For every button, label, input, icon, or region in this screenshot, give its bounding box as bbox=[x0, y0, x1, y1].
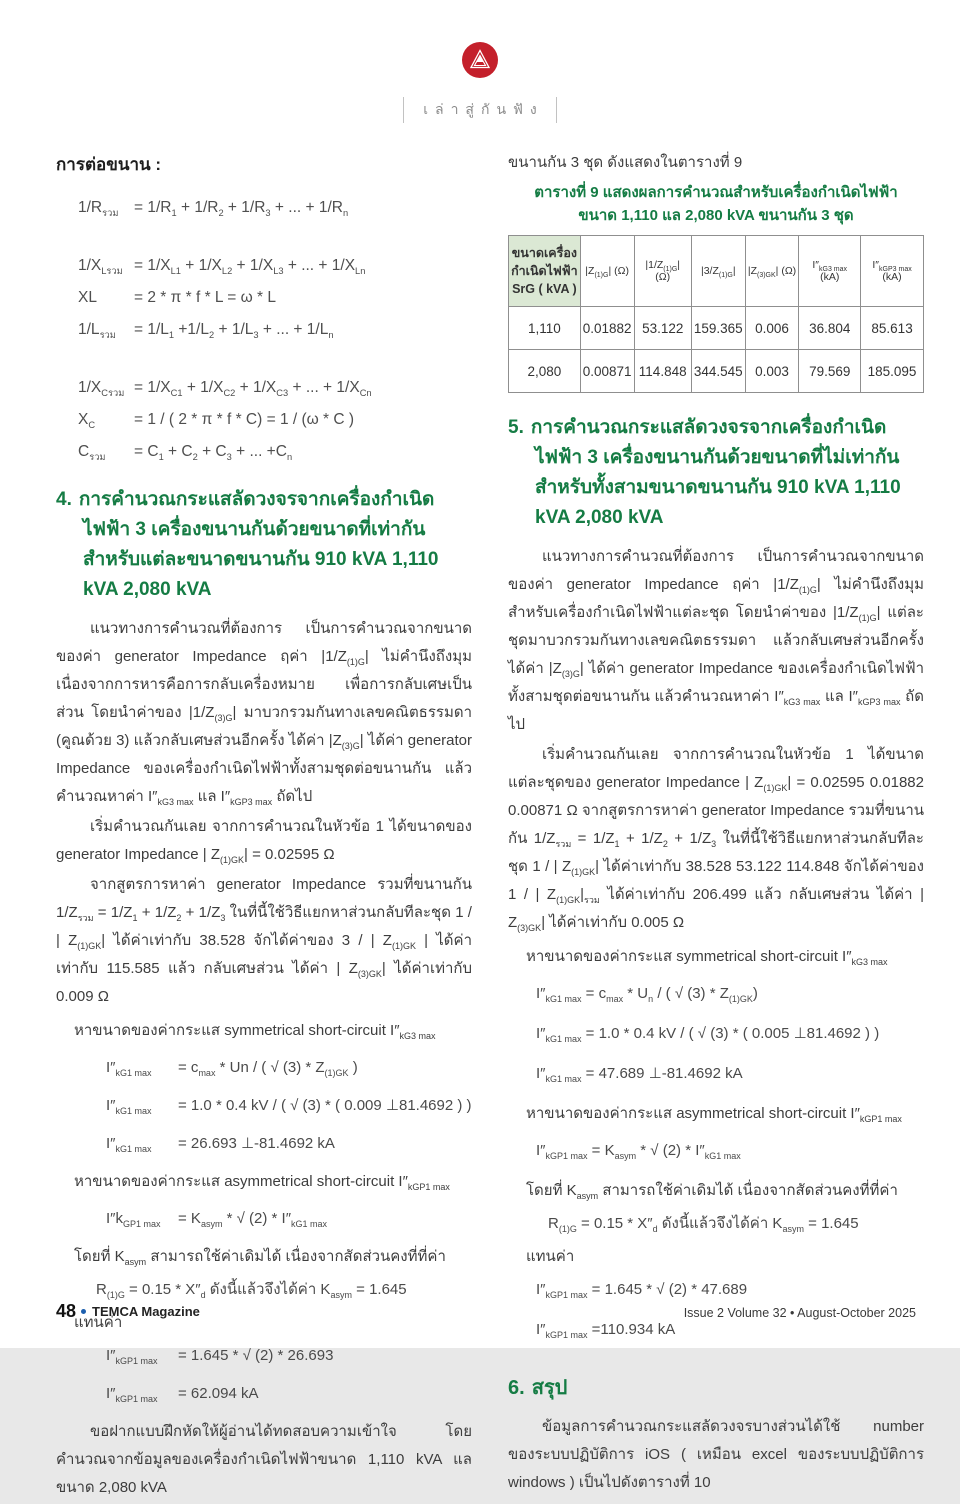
section-4-paragraph-2: เริ่มคำนวณกันเลย จากการคำนวณในหัวข้อ 1 ได้ขนาดของ generator Impedance | $Z_{(1)GK}| = 0.02595$ Ω bbox=[56, 818, 472, 865]
formula-row: $I''k_{GP1 max}$ = $K_{asym}$ * √ $(2) * I''_{kG1 max}$ bbox=[106, 1210, 328, 1229]
formula-row: $I''_{kG1 max}$ = 1.0 * 0.4 kV / ( √ (3) * ( 0.009 ⊥81.4692 ) ) bbox=[106, 1097, 472, 1116]
formula-row: $I''_{kG1 max}$ = $c_{max}$ * Un / ( √ $(3) * Z_{(1)GK}$ ) bbox=[106, 1059, 358, 1078]
footer-left bbox=[56, 1301, 200, 1322]
col-z1g: $|Z_{(1)G}|$ (Ω) bbox=[580, 236, 634, 307]
formula-row: $I''_{kG1 max}$ = 26.693 ⊥-81.4692 kA bbox=[106, 1135, 335, 1154]
continuation-line: ขนานกัน 3 ชุด ดังแสดงในตารางที่ 9 bbox=[508, 154, 743, 171]
page-number: 48 bbox=[56, 1301, 77, 1321]
formula-row: $1/X_{Lรวม}$ = $1/X_{L1} + 1/X_{L2} + 1/X_{L3}$ + ... + $1/X_{Ln}$ bbox=[78, 257, 366, 277]
masthead bbox=[0, 97, 960, 123]
formula-row: $C_{รวม}$ = $C_1 + C_2 + C_3$ + ... $+C_n$ bbox=[78, 443, 293, 463]
col-ikgp3max: $I''_{kGP3 max}$ (kA) bbox=[861, 236, 924, 307]
page-footer bbox=[56, 1301, 916, 1322]
section-5-paragraph-1: แนวทางการคำนวณที่ต้องการ เป็นการคำนวณจากขนาดของค่า generator Impedance ฤค่า $|1/Z_{(1)G}|$ ไม่คำนึงถึงมุม สำหรับเครื่องกำเนิดไฟฟ้าแต่ละชุด โดยนำค่าของ $|1/Z_{(1)G}|$ แต่ละชุดมาบวกรวมกันทางเลขคณิตธรรมดา แล้วกลับเศษส่วนอีกครั้งได้ค่า $|Z_{(3)G}|$ ได้ค่า generator Impedance ของเครื่องกำเนิดไฟฟ้าทั้งสามชุดต่อขนานกัน แล้วคำนวณหาค่า $I''_{kG3 max}$ แล $I''_{kGP3 max}$ ถัดไป bbox=[508, 548, 925, 733]
table-row: 1,110 0.01882 53.122 159.365 0.006 36.804 85.613 bbox=[509, 307, 924, 350]
closing-paragraph: ขอฝากแบบฝึกหัดให้ผู้อ่านได้ทดสอบความเข้าใจ โดยคำนวณจากข้อมูลของเครื่องกำเนิดไฟฟ้าขนาด 1,110 kVA แลขนาด 2,080 kVA bbox=[56, 1423, 472, 1496]
section-4-heading: 4. การคำนวณกระแสลัดวงจรจากเครื่องกำเนิดไฟฟ้า 3 เครื่องขนานกันด้วยขนาดที่เท่ากัน สำหรับแต่ละขนาดขนานกัน 910 kVA 1,110 kVA 2,080 kVA bbox=[56, 489, 439, 600]
col-z3gk: $|Z_{(3)GK}|$ (Ω) bbox=[745, 236, 799, 307]
formula-line: $I''_{kG1 max} = 47.689$ ⊥-81.4692 kA bbox=[536, 1065, 743, 1084]
temca-logo-icon bbox=[462, 42, 498, 78]
formula-row: $I''_{kGP1 max}$ = 62.094 kA bbox=[106, 1385, 259, 1404]
section-5-paragraph-2: เริ่มคำนวณกันเลย จากการคำนวณในหัวข้อ 1 ได้ขนาดแต่ละชุดของ generator Impedance | $Z_{(1)GK}| = 0.02595$ 0.01882 0.00871 Ω จากสูตรการหาค่า generator Impedance รวมที่ขนานกัน $1/Z_{รวม} = 1/Z_1 + 1/Z_2 + 1/Z_3$ ในที่นี้ใช้วิธีแยกหาส่วนกลับทีละชุด 1 / | $Z_{(1)GK}|$ ได้ค่าเท่ากับ 38.528 53.122 114.848 จักได้ค่าของ 1 / | $Z_{(1)GK}|_{รวม}$ ได้ค่าเท่ากับ 206.499 แล้ว กลับเศษส่วน ได้ค่า | $Z_{(3)GK}|$ ได้ค่าเท่ากับ 0.005 Ω bbox=[508, 746, 924, 933]
formula-line: $I''_{kGP1 max} = 1.645$ * √ (2) * 47.689 bbox=[536, 1281, 748, 1300]
col-generator-size: ขนาดเครื่อง กำเนิดไฟฟ้า SrG ( kVA ) bbox=[509, 236, 581, 307]
masthead-tagline: เล่าสู่กันฟัง bbox=[423, 101, 544, 117]
r1g-note: $R_{(1)G} = 0.15 * X''_d$ ดังนี้แล้วจึงได้ค่า $K_{asym} = 1.645$ bbox=[548, 1215, 859, 1234]
r1g-note: $R_{(1)G} = 0.15 * X''_d$ ดังนี้แล้วจึงได้ค่า $K_{asym} = 1.645$ bbox=[96, 1281, 407, 1300]
col-ikg3max: $I''_{kG3 max}$ (kA) bbox=[799, 236, 861, 307]
section-4-paragraph-3: จากสูตรการหาค่า generator Impedance รวมที่ขนานกัน $1/Z_{รวม} = 1/Z_1 + 1/Z_2 + 1/Z_3$ ในที่นี้ใช้วิธีแยกหาส่วนกลับทีละชุด 1 / | $Z_{(1)GK}|$ ได้ค่าเท่ากับ 38.528 จักได้ค่าของ 3 / | $Z_{(1)GK}$ | ได้ค่าเท่ากับ 115.585 แล้ว กลับเศษส่วน ได้ค่า | $Z_{(3)GK}|$ ได้ค่าเท่ากับ 0.009 Ω bbox=[56, 876, 473, 1005]
formula-line: $I''_{kGP1 max} = K_{asym}$ * √ $(2) * I''_{kG1 max}$ bbox=[536, 1142, 741, 1161]
issue-info: Issue 2 Volume 32 • August-October 2025 bbox=[683, 1306, 916, 1320]
substitute-label: แทนค่า bbox=[74, 1314, 123, 1331]
page-header bbox=[0, 0, 960, 123]
formula-row: XL = 2 * π * f * L = ω * L bbox=[78, 289, 276, 306]
tagline-divider-left bbox=[403, 97, 404, 123]
formula-row: $1/L_{รวม}$ = $1/L_1 +1/L_2 + 1/L_3$ + ... + $1/L_n$ bbox=[78, 321, 334, 341]
symmetrical-subheading: หาขนาดของค่ากระแส symmetrical short-circuit $I''_{kG3 max}$ bbox=[74, 1022, 436, 1041]
formula-row: $1/R_{รวม}$ = $1/R_1 + 1/R_2 + 1/R_3$ + ... + $1/R_n$ bbox=[78, 199, 349, 219]
formula-line: $I''_{kGP1 max} =110.934$ kA bbox=[536, 1321, 676, 1340]
col-3-over-z1g: $|3/Z_{(1)G}|$ bbox=[691, 236, 745, 307]
spacer bbox=[78, 348, 472, 374]
tagline-divider-right bbox=[556, 97, 557, 123]
formula-line: $I''_{kG1 max} = 1.0 * 0.4$ kV / ( √ (3) * ( 0.005 ⊥81.4692 ) ) bbox=[536, 1025, 880, 1044]
table-9 bbox=[508, 235, 924, 393]
table-header-row bbox=[509, 236, 924, 307]
asymmetrical-subheading: หาขนาดของค่ากระแส asymmetrical short-circuit $I''_{kGP1 max}$ bbox=[74, 1173, 450, 1192]
formula-row: $1/X_{Cรวม}$ = $1/X_{C1} + 1/X_{C2} + 1/X_{C3}$ + ... + $1/X_{Cn}$ bbox=[78, 379, 372, 399]
substitute-label: แทนค่า bbox=[526, 1248, 575, 1265]
section-5-heading: 5. การคำนวณกระแสลัดวงจรจากเครื่องกำเนิดไฟฟ้า 3 เครื่องขนานกันด้วยขนาดที่ไม่เท่ากัน สำหรับทั้งสามขนาดขนานกัน 910 kVA 1,110 kVA 2,080 kVA bbox=[508, 417, 901, 528]
symmetrical-subheading: หาขนาดของค่ากระแส symmetrical short-circuit $I''_{kG3 max}$ bbox=[526, 948, 888, 967]
section-4-paragraph-1: แนวทางการคำนวณที่ต้องการ เป็นการคำนวณจากขนาดของค่า generator Impedance ฤค่า $|1/Z_{(1)G}|$ ไม่คำนึงถึงมุม เนื่องจากการหารคือการกลับเครื่องหมาย เพื่อการกลับเศษเป็นส่วน โดยนำค่าของ $|1/Z_{(3)G}|$ มาบวกรวมกันทางเลขคณิตธรรมดา (คูณด้วย 3) แล้วกลับเศษส่วนอีกครั้ง ได้ค่า $|Z_{(3)G}|$ ได้ค่า generator Impedance ของเครื่องกำเนิดไฟฟ้าทั้งสามชุดต่อขนานกัน แล้วคำนวณหาค่า $I''_{kG3 max}$ แล $I''_{kGP3 max}$ ถัดไป bbox=[56, 620, 473, 807]
formula-row: $X_C$ = 1 / ( 2 * π * f * C) = 1 / (ω * C ) bbox=[78, 411, 355, 431]
col-1-over-z1g: $|1/Z_{(1)G}|$ (Ω) bbox=[634, 236, 691, 307]
table-row: 2,080 0.00871 114.848 344.545 0.003 79.569 185.095 bbox=[509, 350, 924, 393]
parallel-connection-heading: การต่อขนาน : bbox=[56, 155, 162, 174]
asymmetrical-subheading: หาขนาดของค่ากระแส asymmetrical short-circuit $I''_{kGP1 max}$ bbox=[526, 1105, 902, 1124]
section-6-heading: 6. สรุป bbox=[508, 1377, 568, 1399]
table-9-caption: ตารางที่ 9 แสดงผลการคำนวณสำหรับเครื่องกำเนิดไฟฟ้า ขนาด 1,110 แล 2,080 kVA ขนานกัน 3 ชุด bbox=[534, 184, 898, 224]
spacer bbox=[78, 226, 472, 252]
kasym-note: โดยที่ $K_{asym}$ สามารถใช้ค่าเดิมได้ เนื่องจากสัดส่วนคงที่ที่ค่า bbox=[526, 1182, 898, 1201]
footer-bullet-icon bbox=[81, 1309, 86, 1314]
kasym-note: โดยที่ $K_{asym}$ สามารถใช้ค่าเดิมได้ เนื่องจากสัดส่วนคงที่ที่ค่า bbox=[74, 1248, 446, 1267]
magazine-name: TEMCA Magazine bbox=[92, 1304, 200, 1319]
section-6-paragraph: ข้อมูลการคำนวณกระแสลัดวงจรบางส่วนได้ใช้ number ของระบบปฏิบัติการ iOS ( เหมือน excel ของระบบปฏิบัติการ windows ) เป็นไปดังตารางที่ 10 bbox=[508, 1418, 924, 1491]
parallel-formula-block bbox=[78, 194, 472, 465]
formula-line: $I''_{kG1 max} = c_{max} * U_n$ / ( √ $(3) * Z_{(1)GK}$) bbox=[536, 985, 758, 1004]
formula-row: $I''_{kGP1 max}$ = 1.645 * √ (2) * 26.693 bbox=[106, 1347, 334, 1366]
